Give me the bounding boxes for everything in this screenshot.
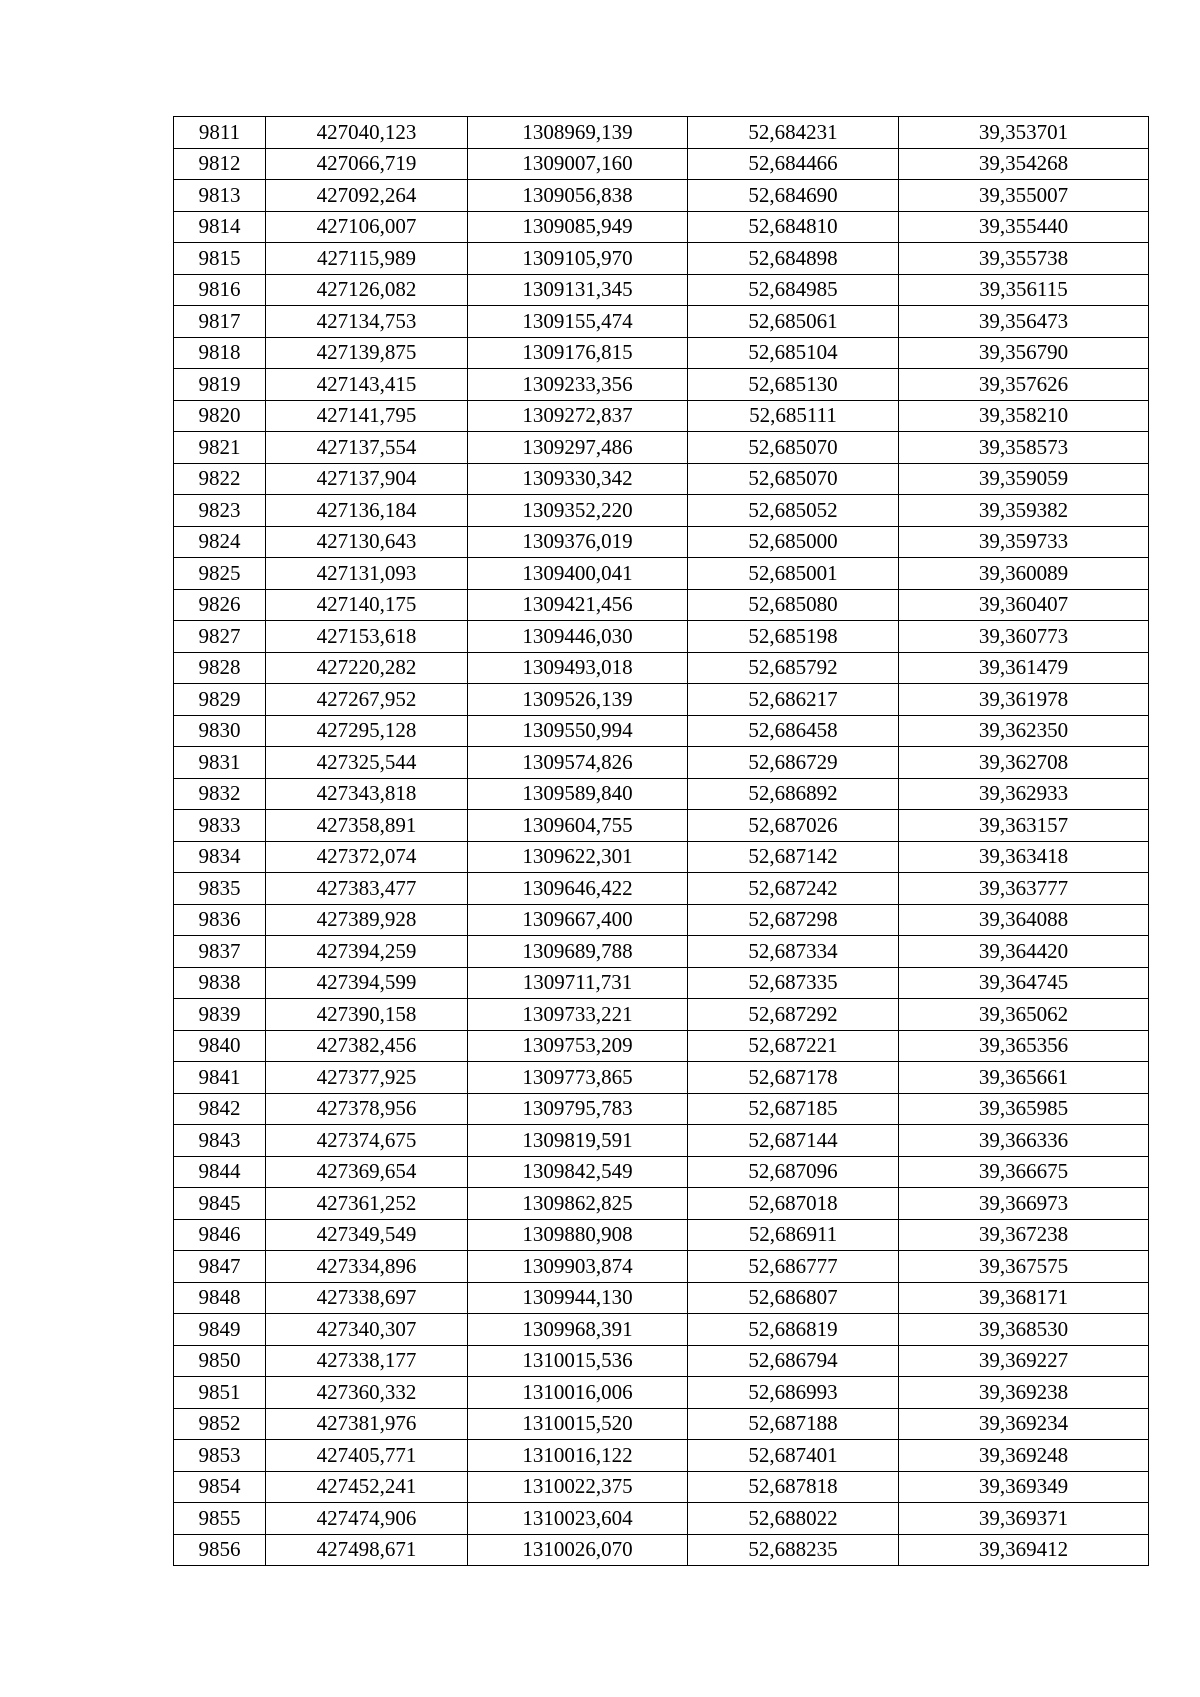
table-row — [174, 148, 1149, 180]
latitude-cell: 52,684898 — [688, 243, 899, 275]
latitude-cell: 52,685792 — [688, 652, 899, 684]
y-coordinate-cell: 1309604,755 — [468, 810, 688, 842]
latitude-cell: 52,687096 — [688, 1156, 899, 1188]
x-coordinate-cell: 427360,332 — [266, 1377, 468, 1409]
table-row — [174, 1125, 1149, 1157]
latitude-cell: 52,686458 — [688, 715, 899, 747]
table-row — [174, 117, 1149, 149]
x-coordinate-cell: 427267,952 — [266, 684, 468, 716]
table-row — [174, 463, 1149, 495]
point-number-cell: 9827 — [174, 621, 266, 653]
point-number-cell: 9839 — [174, 999, 266, 1031]
point-number-cell: 9855 — [174, 1503, 266, 1535]
y-coordinate-cell: 1309352,220 — [468, 495, 688, 527]
latitude-cell: 52,685104 — [688, 337, 899, 369]
point-number-cell: 9813 — [174, 180, 266, 212]
y-coordinate-cell: 1310015,536 — [468, 1345, 688, 1377]
latitude-cell: 52,685001 — [688, 558, 899, 590]
y-coordinate-cell: 1309007,160 — [468, 148, 688, 180]
x-coordinate-cell: 427358,891 — [266, 810, 468, 842]
point-number-cell: 9820 — [174, 400, 266, 432]
y-coordinate-cell: 1309574,826 — [468, 747, 688, 779]
x-coordinate-cell: 427153,618 — [266, 621, 468, 653]
latitude-cell: 52,684466 — [688, 148, 899, 180]
latitude-cell: 52,687334 — [688, 936, 899, 968]
table-row — [174, 1377, 1149, 1409]
y-coordinate-cell: 1309944,130 — [468, 1282, 688, 1314]
table-row — [174, 1219, 1149, 1251]
point-number-cell: 9856 — [174, 1534, 266, 1566]
table-row — [174, 1534, 1149, 1566]
table-row — [174, 1314, 1149, 1346]
longitude-cell: 39,369412 — [899, 1534, 1149, 1566]
point-number-cell: 9853 — [174, 1440, 266, 1472]
latitude-cell: 52,686993 — [688, 1377, 899, 1409]
table-row — [174, 747, 1149, 779]
latitude-cell: 52,687818 — [688, 1471, 899, 1503]
latitude-cell: 52,686911 — [688, 1219, 899, 1251]
y-coordinate-cell: 1309622,301 — [468, 841, 688, 873]
table-row — [174, 967, 1149, 999]
latitude-cell: 52,685052 — [688, 495, 899, 527]
longitude-cell: 39,367575 — [899, 1251, 1149, 1283]
point-number-cell: 9843 — [174, 1125, 266, 1157]
latitude-cell: 52,684810 — [688, 211, 899, 243]
y-coordinate-cell: 1309493,018 — [468, 652, 688, 684]
table-row — [174, 337, 1149, 369]
point-number-cell: 9844 — [174, 1156, 266, 1188]
latitude-cell: 52,687026 — [688, 810, 899, 842]
table-row — [174, 274, 1149, 306]
table-row — [174, 652, 1149, 684]
y-coordinate-cell: 1309795,783 — [468, 1093, 688, 1125]
y-coordinate-cell: 1309446,030 — [468, 621, 688, 653]
point-number-cell: 9818 — [174, 337, 266, 369]
y-coordinate-cell: 1309589,840 — [468, 778, 688, 810]
x-coordinate-cell: 427394,599 — [266, 967, 468, 999]
x-coordinate-cell: 427381,976 — [266, 1408, 468, 1440]
table-row — [174, 558, 1149, 590]
y-coordinate-cell: 1309376,019 — [468, 526, 688, 558]
latitude-cell: 52,686892 — [688, 778, 899, 810]
table-row — [174, 1093, 1149, 1125]
latitude-cell: 52,685198 — [688, 621, 899, 653]
table-row — [174, 1251, 1149, 1283]
longitude-cell: 39,369238 — [899, 1377, 1149, 1409]
latitude-cell: 52,686807 — [688, 1282, 899, 1314]
longitude-cell: 39,363777 — [899, 873, 1149, 905]
x-coordinate-cell: 427220,282 — [266, 652, 468, 684]
point-number-cell: 9841 — [174, 1062, 266, 1094]
point-number-cell: 9826 — [174, 589, 266, 621]
x-coordinate-cell: 427343,818 — [266, 778, 468, 810]
x-coordinate-cell: 427377,925 — [266, 1062, 468, 1094]
point-number-cell: 9850 — [174, 1345, 266, 1377]
point-number-cell: 9831 — [174, 747, 266, 779]
y-coordinate-cell: 1309155,474 — [468, 306, 688, 338]
point-number-cell: 9828 — [174, 652, 266, 684]
longitude-cell: 39,369371 — [899, 1503, 1149, 1535]
x-coordinate-cell: 427374,675 — [266, 1125, 468, 1157]
point-number-cell: 9842 — [174, 1093, 266, 1125]
x-coordinate-cell: 427040,123 — [266, 117, 468, 149]
latitude-cell: 52,685061 — [688, 306, 899, 338]
longitude-cell: 39,361978 — [899, 684, 1149, 716]
point-number-cell: 9847 — [174, 1251, 266, 1283]
table-row — [174, 778, 1149, 810]
longitude-cell: 39,359733 — [899, 526, 1149, 558]
table-row — [174, 936, 1149, 968]
x-coordinate-cell: 427139,875 — [266, 337, 468, 369]
longitude-cell: 39,356473 — [899, 306, 1149, 338]
point-number-cell: 9816 — [174, 274, 266, 306]
x-coordinate-cell: 427126,082 — [266, 274, 468, 306]
longitude-cell: 39,359382 — [899, 495, 1149, 527]
y-coordinate-cell: 1310016,122 — [468, 1440, 688, 1472]
x-coordinate-cell: 427106,007 — [266, 211, 468, 243]
longitude-cell: 39,354268 — [899, 148, 1149, 180]
longitude-cell: 39,360089 — [899, 558, 1149, 590]
x-coordinate-cell: 427140,175 — [266, 589, 468, 621]
table-row — [174, 1345, 1149, 1377]
point-number-cell: 9812 — [174, 148, 266, 180]
longitude-cell: 39,362350 — [899, 715, 1149, 747]
y-coordinate-cell: 1310022,375 — [468, 1471, 688, 1503]
x-coordinate-cell: 427334,896 — [266, 1251, 468, 1283]
latitude-cell: 52,685070 — [688, 463, 899, 495]
latitude-cell: 52,687188 — [688, 1408, 899, 1440]
longitude-cell: 39,369349 — [899, 1471, 1149, 1503]
longitude-cell: 39,360407 — [899, 589, 1149, 621]
x-coordinate-cell: 427340,307 — [266, 1314, 468, 1346]
longitude-cell: 39,363157 — [899, 810, 1149, 842]
x-coordinate-cell: 427137,554 — [266, 432, 468, 464]
x-coordinate-cell: 427325,544 — [266, 747, 468, 779]
table-row — [174, 306, 1149, 338]
table-row — [174, 243, 1149, 275]
point-number-cell: 9835 — [174, 873, 266, 905]
longitude-cell: 39,355440 — [899, 211, 1149, 243]
point-number-cell: 9836 — [174, 904, 266, 936]
x-coordinate-cell: 427474,906 — [266, 1503, 468, 1535]
x-coordinate-cell: 427498,671 — [266, 1534, 468, 1566]
longitude-cell: 39,358210 — [899, 400, 1149, 432]
point-number-cell: 9834 — [174, 841, 266, 873]
x-coordinate-cell: 427390,158 — [266, 999, 468, 1031]
x-coordinate-cell: 427115,989 — [266, 243, 468, 275]
longitude-cell: 39,359059 — [899, 463, 1149, 495]
point-number-cell: 9832 — [174, 778, 266, 810]
table-row — [174, 432, 1149, 464]
latitude-cell: 52,686777 — [688, 1251, 899, 1283]
longitude-cell: 39,358573 — [899, 432, 1149, 464]
y-coordinate-cell: 1309105,970 — [468, 243, 688, 275]
longitude-cell: 39,360773 — [899, 621, 1149, 653]
y-coordinate-cell: 1309968,391 — [468, 1314, 688, 1346]
coordinates-table — [173, 116, 1149, 1566]
x-coordinate-cell: 427143,415 — [266, 369, 468, 401]
x-coordinate-cell: 427131,093 — [266, 558, 468, 590]
point-number-cell: 9825 — [174, 558, 266, 590]
table-row — [174, 904, 1149, 936]
point-number-cell: 9822 — [174, 463, 266, 495]
longitude-cell: 39,365356 — [899, 1030, 1149, 1062]
y-coordinate-cell: 1309550,994 — [468, 715, 688, 747]
longitude-cell: 39,357626 — [899, 369, 1149, 401]
longitude-cell: 39,356115 — [899, 274, 1149, 306]
x-coordinate-cell: 427349,549 — [266, 1219, 468, 1251]
point-number-cell: 9849 — [174, 1314, 266, 1346]
longitude-cell: 39,368171 — [899, 1282, 1149, 1314]
y-coordinate-cell: 1309862,825 — [468, 1188, 688, 1220]
point-number-cell: 9845 — [174, 1188, 266, 1220]
table-row — [174, 1062, 1149, 1094]
longitude-cell: 39,361479 — [899, 652, 1149, 684]
longitude-cell: 39,367238 — [899, 1219, 1149, 1251]
longitude-cell: 39,355007 — [899, 180, 1149, 212]
latitude-cell: 52,686217 — [688, 684, 899, 716]
point-number-cell: 9811 — [174, 117, 266, 149]
y-coordinate-cell: 1309773,865 — [468, 1062, 688, 1094]
table-row — [174, 589, 1149, 621]
table-row — [174, 1408, 1149, 1440]
y-coordinate-cell: 1308969,139 — [468, 117, 688, 149]
table-row — [174, 1282, 1149, 1314]
latitude-cell: 52,687018 — [688, 1188, 899, 1220]
y-coordinate-cell: 1309842,549 — [468, 1156, 688, 1188]
latitude-cell: 52,688022 — [688, 1503, 899, 1535]
point-number-cell: 9851 — [174, 1377, 266, 1409]
x-coordinate-cell: 427383,477 — [266, 873, 468, 905]
point-number-cell: 9833 — [174, 810, 266, 842]
table-row — [174, 841, 1149, 873]
latitude-cell: 52,685130 — [688, 369, 899, 401]
y-coordinate-cell: 1309297,486 — [468, 432, 688, 464]
x-coordinate-cell: 427405,771 — [266, 1440, 468, 1472]
latitude-cell: 52,687298 — [688, 904, 899, 936]
longitude-cell: 39,368530 — [899, 1314, 1149, 1346]
longitude-cell: 39,366675 — [899, 1156, 1149, 1188]
table-row — [174, 1156, 1149, 1188]
point-number-cell: 9840 — [174, 1030, 266, 1062]
y-coordinate-cell: 1309903,874 — [468, 1251, 688, 1283]
longitude-cell: 39,369227 — [899, 1345, 1149, 1377]
point-number-cell: 9817 — [174, 306, 266, 338]
point-number-cell: 9848 — [174, 1282, 266, 1314]
table-row — [174, 180, 1149, 212]
latitude-cell: 52,687335 — [688, 967, 899, 999]
y-coordinate-cell: 1309085,949 — [468, 211, 688, 243]
latitude-cell: 52,687185 — [688, 1093, 899, 1125]
longitude-cell: 39,365661 — [899, 1062, 1149, 1094]
longitude-cell: 39,355738 — [899, 243, 1149, 275]
table-row — [174, 1030, 1149, 1062]
latitude-cell: 52,685080 — [688, 589, 899, 621]
latitude-cell: 52,685111 — [688, 400, 899, 432]
y-coordinate-cell: 1309400,041 — [468, 558, 688, 590]
x-coordinate-cell: 427066,719 — [266, 148, 468, 180]
point-number-cell: 9837 — [174, 936, 266, 968]
point-number-cell: 9852 — [174, 1408, 266, 1440]
table-row — [174, 873, 1149, 905]
x-coordinate-cell: 427338,697 — [266, 1282, 468, 1314]
x-coordinate-cell: 427361,252 — [266, 1188, 468, 1220]
table-row — [174, 999, 1149, 1031]
x-coordinate-cell: 427134,753 — [266, 306, 468, 338]
latitude-cell: 52,686794 — [688, 1345, 899, 1377]
y-coordinate-cell: 1310015,520 — [468, 1408, 688, 1440]
x-coordinate-cell: 427369,654 — [266, 1156, 468, 1188]
y-coordinate-cell: 1309711,731 — [468, 967, 688, 999]
longitude-cell: 39,362708 — [899, 747, 1149, 779]
table-row — [174, 1503, 1149, 1535]
latitude-cell: 52,686819 — [688, 1314, 899, 1346]
latitude-cell: 52,684231 — [688, 117, 899, 149]
x-coordinate-cell: 427092,264 — [266, 180, 468, 212]
point-number-cell: 9815 — [174, 243, 266, 275]
coordinates-table-body — [174, 117, 1149, 1566]
longitude-cell: 39,366973 — [899, 1188, 1149, 1220]
latitude-cell: 52,684985 — [688, 274, 899, 306]
table-row — [174, 684, 1149, 716]
longitude-cell: 39,362933 — [899, 778, 1149, 810]
y-coordinate-cell: 1309880,908 — [468, 1219, 688, 1251]
longitude-cell: 39,365985 — [899, 1093, 1149, 1125]
table-row — [174, 810, 1149, 842]
latitude-cell: 52,687242 — [688, 873, 899, 905]
longitude-cell: 39,356790 — [899, 337, 1149, 369]
latitude-cell: 52,686729 — [688, 747, 899, 779]
point-number-cell: 9830 — [174, 715, 266, 747]
point-number-cell: 9846 — [174, 1219, 266, 1251]
point-number-cell: 9819 — [174, 369, 266, 401]
latitude-cell: 52,687292 — [688, 999, 899, 1031]
latitude-cell: 52,687142 — [688, 841, 899, 873]
y-coordinate-cell: 1309233,356 — [468, 369, 688, 401]
latitude-cell: 52,687178 — [688, 1062, 899, 1094]
x-coordinate-cell: 427130,643 — [266, 526, 468, 558]
y-coordinate-cell: 1309131,345 — [468, 274, 688, 306]
latitude-cell: 52,687144 — [688, 1125, 899, 1157]
x-coordinate-cell: 427372,074 — [266, 841, 468, 873]
x-coordinate-cell: 427295,128 — [266, 715, 468, 747]
y-coordinate-cell: 1309819,591 — [468, 1125, 688, 1157]
x-coordinate-cell: 427137,904 — [266, 463, 468, 495]
x-coordinate-cell: 427382,456 — [266, 1030, 468, 1062]
point-number-cell: 9829 — [174, 684, 266, 716]
latitude-cell: 52,687401 — [688, 1440, 899, 1472]
table-row — [174, 526, 1149, 558]
longitude-cell: 39,353701 — [899, 117, 1149, 149]
y-coordinate-cell: 1309421,456 — [468, 589, 688, 621]
x-coordinate-cell: 427378,956 — [266, 1093, 468, 1125]
point-number-cell: 9821 — [174, 432, 266, 464]
latitude-cell: 52,685070 — [688, 432, 899, 464]
latitude-cell: 52,684690 — [688, 180, 899, 212]
y-coordinate-cell: 1309753,209 — [468, 1030, 688, 1062]
longitude-cell: 39,369248 — [899, 1440, 1149, 1472]
y-coordinate-cell: 1309330,342 — [468, 463, 688, 495]
longitude-cell: 39,364088 — [899, 904, 1149, 936]
y-coordinate-cell: 1309272,837 — [468, 400, 688, 432]
x-coordinate-cell: 427389,928 — [266, 904, 468, 936]
y-coordinate-cell: 1310016,006 — [468, 1377, 688, 1409]
point-number-cell: 9814 — [174, 211, 266, 243]
table-row — [174, 715, 1149, 747]
table-row — [174, 1440, 1149, 1472]
y-coordinate-cell: 1309733,221 — [468, 999, 688, 1031]
y-coordinate-cell: 1310026,070 — [468, 1534, 688, 1566]
x-coordinate-cell: 427136,184 — [266, 495, 468, 527]
longitude-cell: 39,365062 — [899, 999, 1149, 1031]
y-coordinate-cell: 1309646,422 — [468, 873, 688, 905]
table-row — [174, 211, 1149, 243]
longitude-cell: 39,366336 — [899, 1125, 1149, 1157]
point-number-cell: 9823 — [174, 495, 266, 527]
table-row — [174, 621, 1149, 653]
y-coordinate-cell: 1310023,604 — [468, 1503, 688, 1535]
table-row — [174, 400, 1149, 432]
point-number-cell: 9824 — [174, 526, 266, 558]
y-coordinate-cell: 1309667,400 — [468, 904, 688, 936]
point-number-cell: 9838 — [174, 967, 266, 999]
latitude-cell: 52,687221 — [688, 1030, 899, 1062]
x-coordinate-cell: 427452,241 — [266, 1471, 468, 1503]
table-row — [174, 369, 1149, 401]
y-coordinate-cell: 1309056,838 — [468, 180, 688, 212]
latitude-cell: 52,685000 — [688, 526, 899, 558]
point-number-cell: 9854 — [174, 1471, 266, 1503]
y-coordinate-cell: 1309689,788 — [468, 936, 688, 968]
y-coordinate-cell: 1309176,815 — [468, 337, 688, 369]
table-row — [174, 1188, 1149, 1220]
longitude-cell: 39,363418 — [899, 841, 1149, 873]
table-row — [174, 495, 1149, 527]
x-coordinate-cell: 427394,259 — [266, 936, 468, 968]
latitude-cell: 52,688235 — [688, 1534, 899, 1566]
longitude-cell: 39,369234 — [899, 1408, 1149, 1440]
y-coordinate-cell: 1309526,139 — [468, 684, 688, 716]
longitude-cell: 39,364745 — [899, 967, 1149, 999]
table-row — [174, 1471, 1149, 1503]
x-coordinate-cell: 427141,795 — [266, 400, 468, 432]
longitude-cell: 39,364420 — [899, 936, 1149, 968]
x-coordinate-cell: 427338,177 — [266, 1345, 468, 1377]
